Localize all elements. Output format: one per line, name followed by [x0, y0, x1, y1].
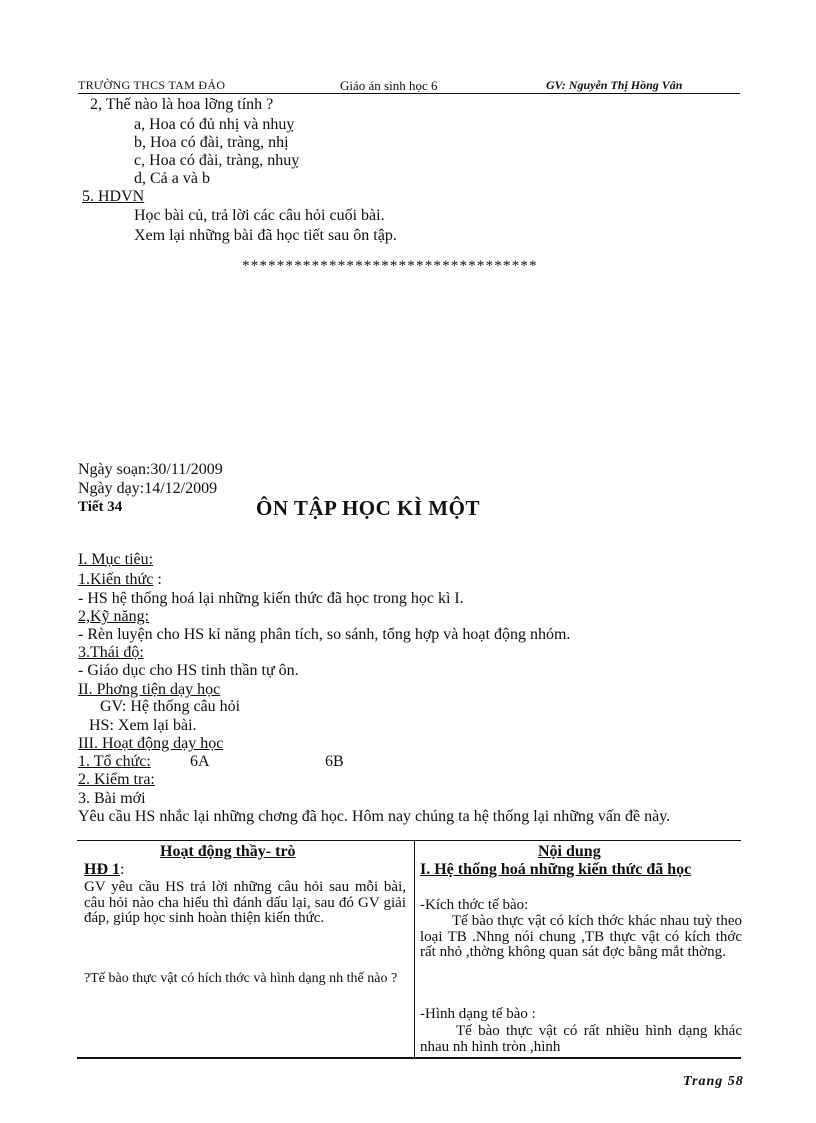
hdvn-heading: 5. HDVN [82, 188, 145, 205]
intro-text: Yêu cầu HS nhắc lại những chơng đã học. Hôm nay chúng ta hệ thống lại những vấn đề này. [78, 808, 671, 825]
shape-heading: -Hình dạng tế bào : [420, 1006, 536, 1022]
table-column-divider [414, 840, 415, 1058]
hd1-colon: : [120, 861, 125, 878]
period: Tiết 34 [78, 499, 123, 515]
means-hs: HS: Xem lại bài. [89, 717, 197, 734]
separator: ********************************** [242, 258, 538, 274]
left-question: ?Tế bào thực vật có hích thớc và hình dạng nh thế nào ? [84, 971, 398, 986]
attitude-heading: 3.Thái độ: [78, 644, 144, 661]
quiz-option-c: c, Hoa có đài, tràng, nhuỵ [134, 152, 300, 169]
table-bottom-rule [77, 1057, 741, 1059]
hdvn-line-1: Học bài củ, trả lời các câu hỏi cuối bài. [134, 207, 385, 224]
knowledge-heading: 1.Kiến thức [78, 571, 154, 588]
lesson-title: ÔN TẬP HỌC KÌ MỘT [256, 496, 480, 520]
objectives-heading: I. Mục tiêu: [78, 551, 154, 568]
class-6a: 6A [190, 753, 210, 770]
prep-date: Ngày soạn:30/11/2009 [78, 461, 223, 478]
knowledge-text: - HS hệ thống hoá lại những kiến thức đã học trong học kì I. [78, 590, 464, 607]
check-label: 2. Kiểm tra: [78, 771, 155, 788]
header-teacher: GV: Nguyễn Thị Hồng Vân [546, 78, 683, 92]
table-right-header: Nội dung [538, 843, 601, 860]
page-number: Trang 58 [683, 1074, 744, 1089]
right-heading: I. Hệ thống hoá những kiến thức đã học [420, 861, 692, 878]
activities-heading: III. Hoạt động dạy học [78, 735, 224, 752]
page-header [78, 78, 740, 94]
quiz-option-d: d, Cả a và b [134, 170, 210, 187]
teach-date: Ngày dạy:14/12/2009 [78, 480, 218, 497]
means-gv: GV: Hệ thống câu hỏi [100, 698, 241, 715]
knowledge-heading-line [78, 571, 162, 588]
table-top-rule [77, 840, 741, 841]
org-label: 1. Tổ chức: [78, 753, 151, 770]
new-lesson-label: 3. Bài mới [78, 790, 146, 807]
header-subject: Giáo án sinh học 6 [340, 78, 438, 93]
shape-text: Tế bào thực vật có rất nhiều hình dạng khác nhau nh hình tròn ,hình [420, 1023, 742, 1055]
hd1-label: HĐ 1 [84, 861, 120, 878]
class-6b: 6B [325, 753, 344, 770]
skills-text: - Rèn luyện cho HS kỉ năng phân tích, so sánh, tổng hợp và hoạt động nhóm. [78, 626, 571, 643]
hd1-heading [84, 861, 124, 878]
size-text: Tế bào thực vật có kích thớc khác nhau tuỳ theo loại TB .Nhng nói chung ,TB thực vật có kích thớc rất nhỏ ,thờng không quan sát đợc bằng mắt thờng. [420, 913, 742, 960]
attitude-text: - Giáo dục cho HS tinh thần tự ôn. [78, 662, 299, 679]
header-school: TRƯỜNG THCS TAM ĐẢO [78, 78, 226, 92]
quiz-option-b: b, Hoa có đài, tràng, nhị [134, 134, 289, 151]
knowledge-colon: : [153, 571, 162, 588]
hdvn-line-2: Xem lại những bài đã học tiết sau ôn tập. [134, 227, 397, 244]
means-heading: II. Phơng tiện dạy học [78, 681, 221, 698]
left-paragraph: GV yêu cầu HS trả lời những câu hỏi sau mỗi bài, câu hỏi nào cha hiểu thì đánh dấu lại, sau đó GV giải đáp, giúp học sinh hoàn thiện kiến thức. [84, 879, 406, 926]
table-left-header: Hoạt động thầy- trò [160, 843, 296, 860]
size-heading: -Kích thớc tế bào: [420, 897, 529, 913]
quiz-question: 2, Thế nào là hoa lỡng tính ? [90, 96, 274, 113]
skills-heading: 2,Kỹ năng: [78, 608, 150, 625]
quiz-option-a: a, Hoa có đủ nhị và nhuỵ [134, 116, 295, 133]
